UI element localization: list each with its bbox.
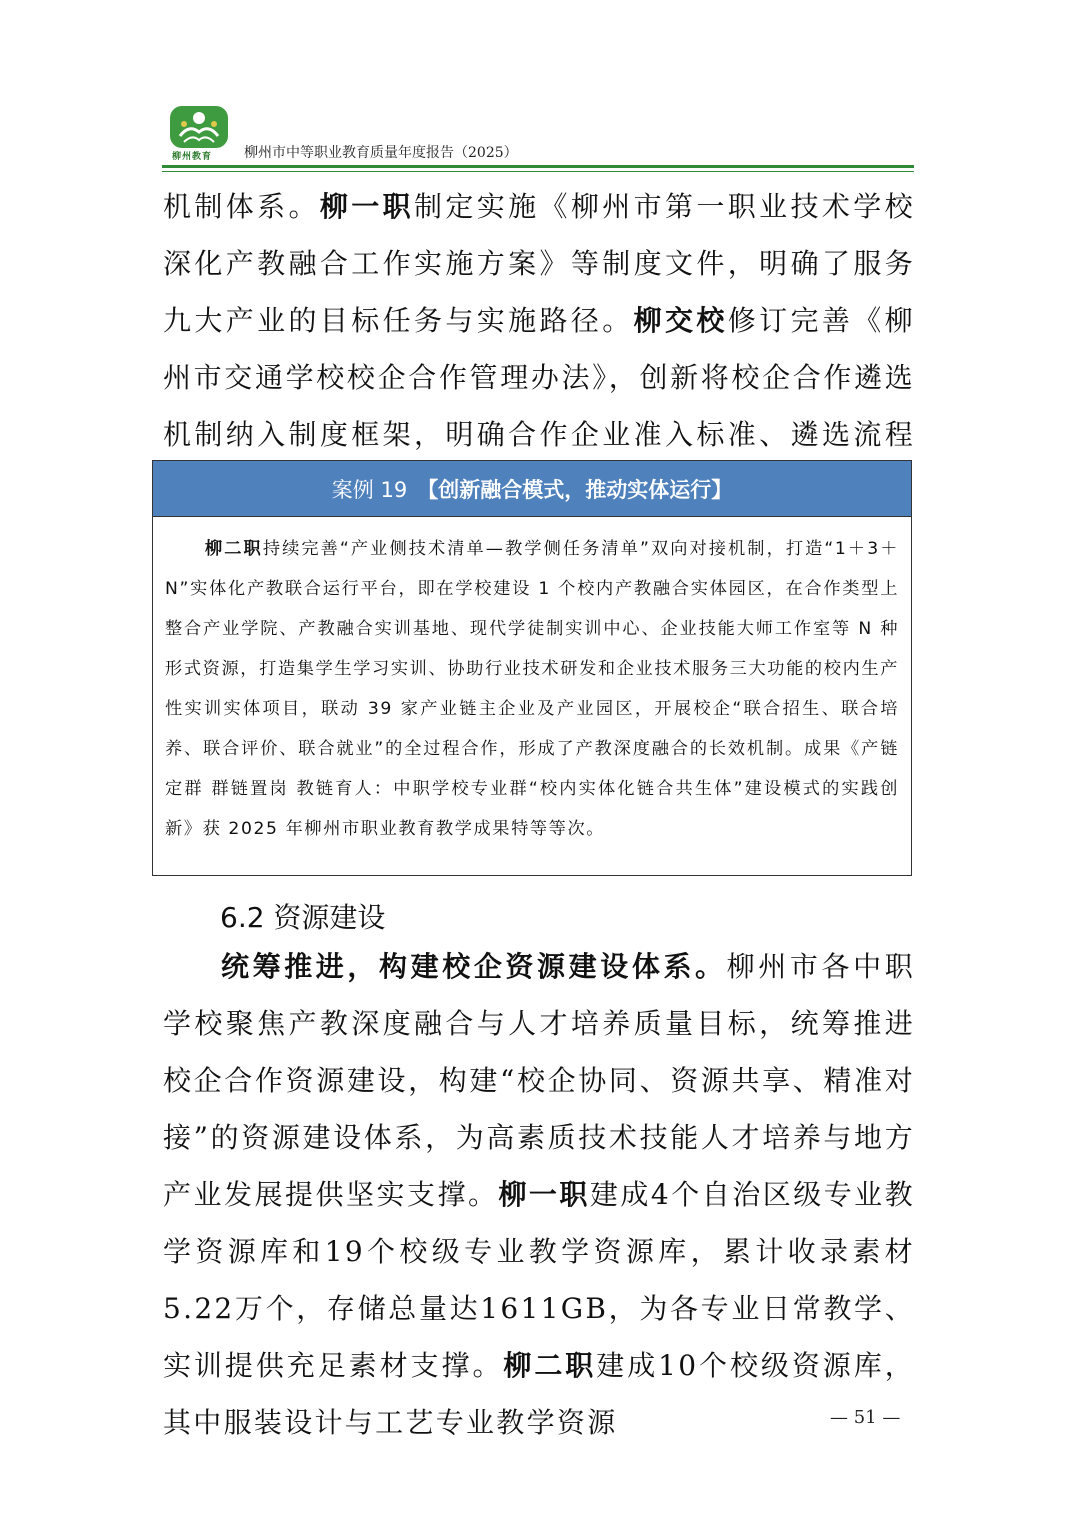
case-label: 案例 19 (331, 477, 408, 502)
para2-bold-2: 柳二职 (503, 1349, 597, 1382)
page-header (162, 102, 914, 166)
para1-bold-2: 柳交校 (633, 304, 728, 337)
case-bold-1: 柳二职 (205, 539, 263, 559)
para1-text-3: 修订完善《柳州市交通学校校企合作管理办法》，创新将校企合作遴选机制纳入制度框架，明确合作企业准入标准、遴选流程 (163, 304, 915, 451)
case-title: 【创新融合模式，推动实体运行】 (417, 477, 733, 502)
para2-text-2: 建成4个自治区级专业教学资源库和19个校级专业教学资源库，累计收录素材5.22万个，存储总量达1611GB，为各专业日常教学、实训提供充足素材支撑。 (163, 1178, 915, 1382)
case-header (153, 461, 911, 517)
paragraph-2 (163, 938, 915, 1451)
para1-text-2: 制定实施《柳州市第一职业技术学校深化产教融合工作实施方案》等制度文件，明确了服务九大产业的目标任务与实施路径。 (163, 190, 915, 337)
para1-text-1: 机制体系。 (163, 190, 320, 223)
header-rule-thin (162, 171, 914, 172)
logo-icon (162, 102, 236, 164)
para1-bold-1: 柳一职 (319, 190, 415, 223)
page-number: — 51 — (830, 1407, 901, 1428)
report-title: 柳州市中等职业教育质量年度报告（2025） (244, 145, 518, 161)
para2-bold-0: 统筹推进，构建校企资源建设体系。 (221, 950, 727, 983)
section-title: 6.2 资源建设 (220, 901, 386, 934)
header-rule-thick (162, 165, 914, 168)
case-body (153, 517, 911, 849)
logo-text: 柳州教育 (172, 152, 213, 162)
case-text: 持续完善“产业侧技术清单—教学侧任务清单”双向对接机制，打造“1＋3＋N”实体化产教联合运行平台，即在学校建设 1 个校内产教融合实体园区，在合作类型上整合产业学院、产教融合实训基地、现代学徒制实训中心、企业技能大师工作室等 N 种形式资源，打造集学生学习实训、协助行业技术研发和企业技术服务三大功能的校内生产性实训实体项目，联动 39 家产业链主企业及产业园区，开展校企“联合招生、联合培养、联合评价、联合就业”的全过程合作，形成了产教深度融合的长效机制。成果《产链定群 群链置岗 教链育人：中职学校专业群“校内实体化链合共生体”建设模式的实践创新》获 2025 年柳州市职业教育教学成果特等等次。 (165, 539, 899, 839)
case-box (152, 460, 912, 876)
para2-bold-1: 柳一职 (498, 1178, 590, 1211)
para2-text-3: 建成10个校级资源库，其中服装设计与工艺专业教学资源 (163, 1349, 915, 1439)
para2-text-1: 柳州市各中职学校聚焦产教深度融合与人才培养质量目标，统筹推进校企合作资源建设，构建“校企协同、资源共享、精准对接”的资源建设体系，为高素质技术技能人才培养与地方产业发展提供坚实支撑。 (163, 950, 915, 1211)
